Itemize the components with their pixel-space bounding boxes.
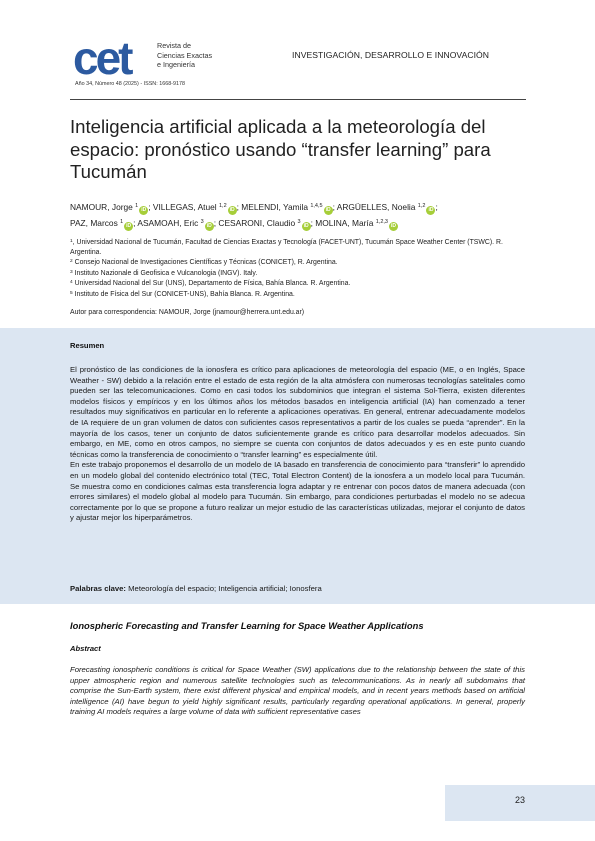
author-name: NAMOUR, Jorge	[70, 202, 136, 212]
author-name: VILLEGAS, Atuel	[152, 202, 219, 212]
abstract-heading: Abstract	[70, 644, 101, 653]
author-separator: ;	[332, 202, 337, 212]
orcid-icon[interactable]: iD	[303, 223, 309, 229]
affiliation-item	[70, 257, 525, 268]
affiliation-item	[70, 278, 525, 289]
author-name: MOLINA, María	[315, 218, 376, 228]
author-name: MELENDI, Yamila	[241, 202, 311, 212]
author-affiliation-sup: 1,2	[218, 203, 227, 209]
logo-text: cet	[73, 36, 131, 80]
affiliation-number: 1	[70, 239, 73, 244]
author-affiliation-sup: 1	[135, 203, 139, 209]
affiliations	[70, 237, 525, 300]
orcid-icon[interactable]: iD	[325, 207, 331, 213]
author-affiliation-sup: 1	[120, 219, 124, 225]
author	[137, 218, 218, 228]
author-name: ASAMOAH, Eric	[137, 218, 201, 228]
resumen-text	[70, 365, 525, 524]
author-separator: ;	[148, 202, 153, 212]
affiliation-item	[70, 268, 525, 279]
abstract-text: Forecasting ionospheric conditions is critical for Space Weather (SW) applications due to the relationship between the state of this upper atmospheric region and numerous satellite technologies such as telecommunications. As in nearly all subdomains that comprise the Sun-Earth system, there exist different physical and empirical models, and in recent years methods based on artificial intelligence (AI) have begun to yield highly significant results, particularly regarding operational applications. In general, properly training AI models requires a large volume of data with sufficient representative cases	[70, 665, 525, 717]
orcid-icon[interactable]: iD	[229, 207, 235, 213]
keywords-label: Palabras clave:	[70, 584, 126, 593]
affiliation-text: , Universidad Nacional de Tucumán, Facultad de Ciencias Exactas y Tecnología (FACET-UNT), Tucumán Space Weather Center (TSWC). R. Argentina.	[70, 239, 503, 256]
author	[70, 218, 137, 228]
section-label: INVESTIGACIÓN, DESARROLLO E INNOVACIÓN	[292, 50, 490, 60]
affiliation-text: Universidad Nacional del Sur (UNS), Departamento de Física, Bahía Blanca. R. Argentina.	[72, 280, 351, 288]
author-separator: ;	[435, 202, 438, 212]
orcid-icon[interactable]: iD	[390, 223, 396, 229]
affiliation-number: 2	[70, 259, 73, 265]
journal-name: Revista de Ciencias Exactas e Ingeniería	[157, 41, 213, 70]
author	[218, 218, 315, 228]
author-name: ARGÜELLES, Noelia	[336, 202, 418, 212]
page-number: 23	[514, 795, 525, 805]
resumen-paragraph-2: En este trabajo proponemos el desarrollo de un modelo de IA basado en transferencia de conocimiento para “transferir” lo aprendido en un modelo global del contenido electrónico total (TEC, Total Electron Content) de la ionosfera a un modelo local para Tucumán. Se muestra como en condiciones calmas esta transferencia logra adaptar y re entrenar con pocos datos de manera adecuada (con errores similares) el modelo global al modelo para Tucumán. Sin embargo, para condiciones perturbadas el modelo no se adecua correctamente por lo que se propone a futuro realizar un mejor estudio de las características utilizadas, mejorar el conjunto de datos y ajustar mejor los hiperparámetros.	[70, 460, 525, 523]
resumen-heading: Resumen	[70, 341, 105, 350]
orcid-icon[interactable]: iD	[206, 223, 212, 229]
keywords-list: Meteorología del espacio; Inteligencia artificial; Ionosfera	[126, 584, 322, 593]
author-separator: ;	[310, 218, 316, 228]
author-separator: ;	[133, 218, 138, 228]
orcid-icon[interactable]: iD	[141, 207, 147, 213]
author-list	[70, 199, 525, 231]
affiliation-item	[70, 237, 525, 257]
author-affiliation-sup: 3	[200, 219, 204, 225]
affiliation-text: Instituto de Física del Sur (CONICET-UNS), Bahía Blanca. R. Argentina.	[72, 290, 295, 298]
affiliation-number: 4	[70, 280, 73, 286]
author-name: CESARONI, Claudio	[218, 218, 298, 228]
author-affiliation-sup: 1,4,5	[310, 203, 323, 209]
author-separator: ;	[236, 202, 242, 212]
orcid-icon[interactable]: iD	[126, 223, 132, 229]
author-affiliation-sup: 1,2,3	[375, 219, 388, 225]
paper-title: Inteligencia artificial aplicada a la meteorología del espacio: pronóstico usando “transfer learning” para Tucumán	[70, 116, 491, 182]
journal-logo	[73, 36, 153, 80]
affiliation-number: 3	[70, 269, 73, 275]
english-title: Ionospheric Forecasting and Transfer Learning for Space Weather Applications	[70, 620, 424, 631]
correspondence: Autor para correspondencia: NAMOUR, Jorge (jnamour@herrera.unt.edu.ar)	[70, 309, 305, 316]
affiliation-text: Consejo Nacional de Investigaciones Científicas y Técnicas (CONICET), R. Argentina.	[72, 259, 338, 267]
keywords	[70, 584, 322, 593]
author-affiliation-sup: 3	[297, 219, 301, 225]
author-affiliation-sup: 1,2	[417, 203, 426, 209]
author-name: PAZ, Marcos	[70, 218, 121, 228]
resumen-paragraph-1: El pronóstico de las condiciones de la ionosfera es crítico para aplicaciones de meteorología del espacio (ME, o en Inglés, Space Weather - SW) debido a la relación entre el estado de esta región de la alta atmósfera con numerosas tecnologías satelitales como pueden ser las telecomunicaciones. Como en casi todos los subdominios que integran el sistema Sol-Tierra, existen diferentes modelos físicos y empíricos y en los últimos años los métodos basados en inteligencia artificial (IA) han comenzado a tener resultados muy significativos en particular en lo referente a aplicaciones operativas. En general, entrenar adecuadamente modelos de IA requiere de un gran volumen de datos con suficientes casos representativos a partir de los cuales se pueda “aprender”. En la mayoría de los casos, tener un conjunto de datos suficientemente grande es crítico para desarrollar modelos adecuados. Sin embargo, en ME, como en otros campos, no siempre se cuenta con conjuntos de datos adecuados y es en este punto cuando técnicas como la transferencia de conocimiento o “transfer learning” es especialmente útil.	[70, 365, 525, 459]
author	[315, 218, 398, 228]
orcid-icon[interactable]: iD	[428, 207, 434, 213]
affiliation-number: 5	[70, 290, 73, 296]
author	[153, 202, 241, 212]
author	[337, 202, 438, 212]
author-separator: ;	[213, 218, 219, 228]
affiliation-item	[70, 289, 525, 300]
affiliation-text: Instituto Nazionale di Geofisica e Vulcanologia (INGV). Italy.	[72, 269, 258, 277]
issue-info: Año 34, Número 48 (2025) - ISSN: 1668-9178	[75, 81, 185, 87]
header-divider	[70, 99, 526, 100]
author	[241, 202, 336, 212]
author	[70, 202, 153, 212]
